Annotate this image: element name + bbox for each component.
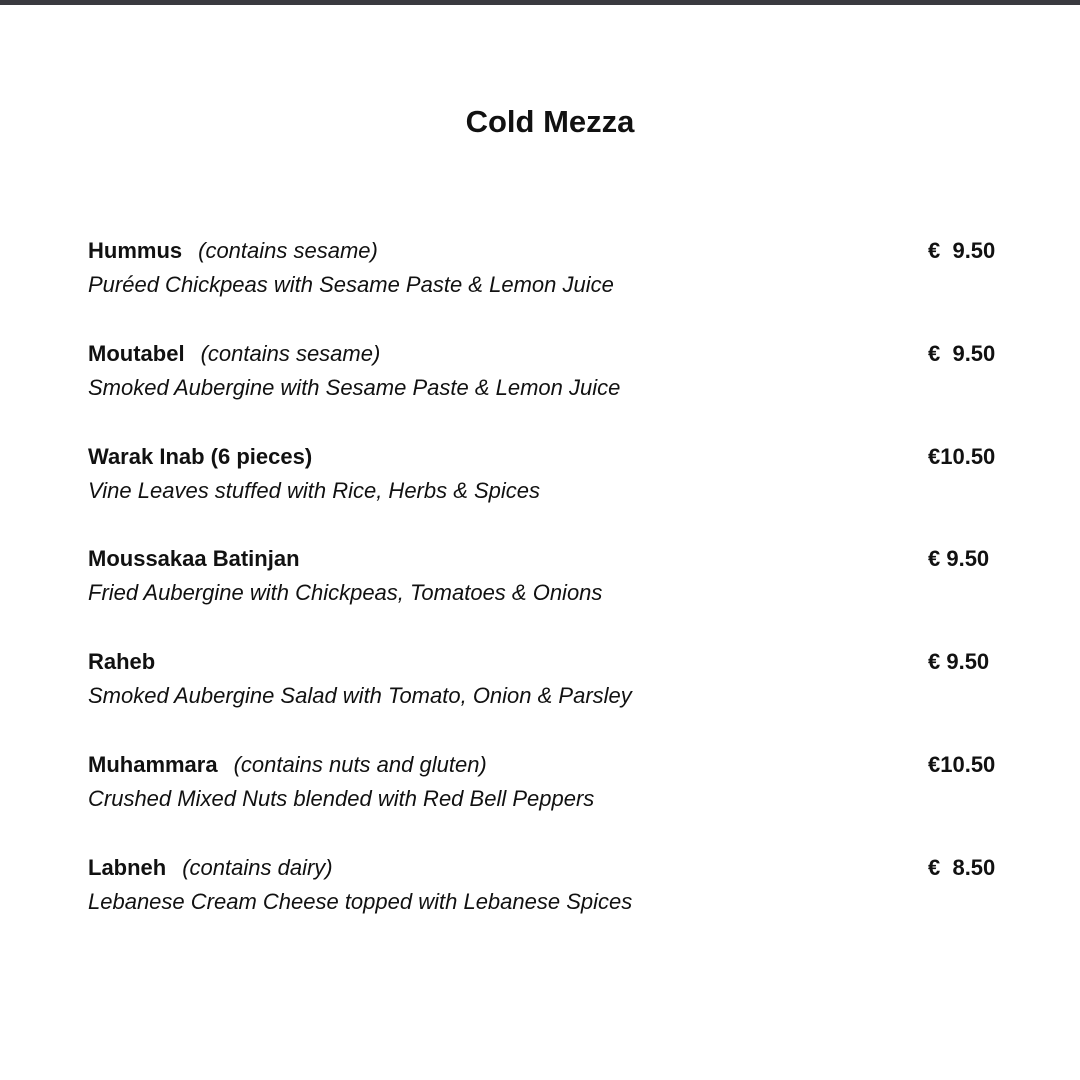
- item-price: €10.50: [928, 444, 996, 469]
- item-price: €10.50: [928, 752, 996, 777]
- item-price: € 9.50: [928, 238, 996, 263]
- item-description: Puréed Chickpeas with Sesame Paste & Lemon Juice: [88, 272, 614, 297]
- menu-item-moussakaa-batinjan: [88, 544, 1008, 624]
- item-heading: [88, 853, 333, 883]
- item-allergen-note: (contains dairy): [182, 855, 333, 880]
- item-heading: [88, 339, 380, 369]
- item-price: € 9.50: [928, 546, 990, 571]
- item-name: Moutabel: [88, 341, 185, 366]
- menu-item-labneh: [88, 853, 1008, 933]
- menu-title: Cold Mezza: [465, 104, 635, 139]
- menu-item-moutabel: [88, 339, 1008, 419]
- menu-item-raheb: [88, 647, 1008, 727]
- item-name: Labneh: [88, 855, 167, 880]
- item-allergen-note: (contains sesame): [200, 341, 381, 366]
- menu-item-warak-inab: [88, 442, 1008, 522]
- item-heading: [88, 750, 487, 780]
- item-name: Hummus: [88, 238, 183, 263]
- item-price: € 9.50: [928, 341, 996, 366]
- item-description: Smoked Aubergine with Sesame Paste & Lemon Juice: [88, 375, 621, 400]
- item-allergen-note: (contains nuts and gluten): [233, 752, 487, 777]
- item-heading: [88, 647, 155, 677]
- item-name: Warak Inab (6 pieces): [88, 444, 313, 469]
- item-name: Moussakaa Batinjan: [88, 546, 300, 571]
- item-allergen-note: (contains sesame): [198, 238, 378, 263]
- item-heading: [88, 442, 312, 472]
- item-description: Vine Leaves stuffed with Rice, Herbs & Spices: [88, 478, 541, 503]
- item-description: Smoked Aubergine Salad with Tomato, Onion & Parsley: [88, 683, 632, 708]
- item-description: Fried Aubergine with Chickpeas, Tomatoes & Onions: [88, 580, 603, 605]
- item-name: Muhammara: [88, 752, 218, 777]
- item-description: Lebanese Cream Cheese topped with Lebanese Spices: [88, 889, 633, 914]
- item-heading: [88, 236, 378, 266]
- item-heading: [88, 544, 300, 574]
- item-price: € 9.50: [928, 649, 990, 674]
- menu-item-muhammara: [88, 750, 1008, 830]
- item-name: Raheb: [88, 649, 156, 674]
- item-description: Crushed Mixed Nuts blended with Red Bell Peppers: [88, 786, 595, 811]
- menu-item-hummus: [88, 236, 1008, 316]
- item-price: € 8.50: [928, 855, 996, 880]
